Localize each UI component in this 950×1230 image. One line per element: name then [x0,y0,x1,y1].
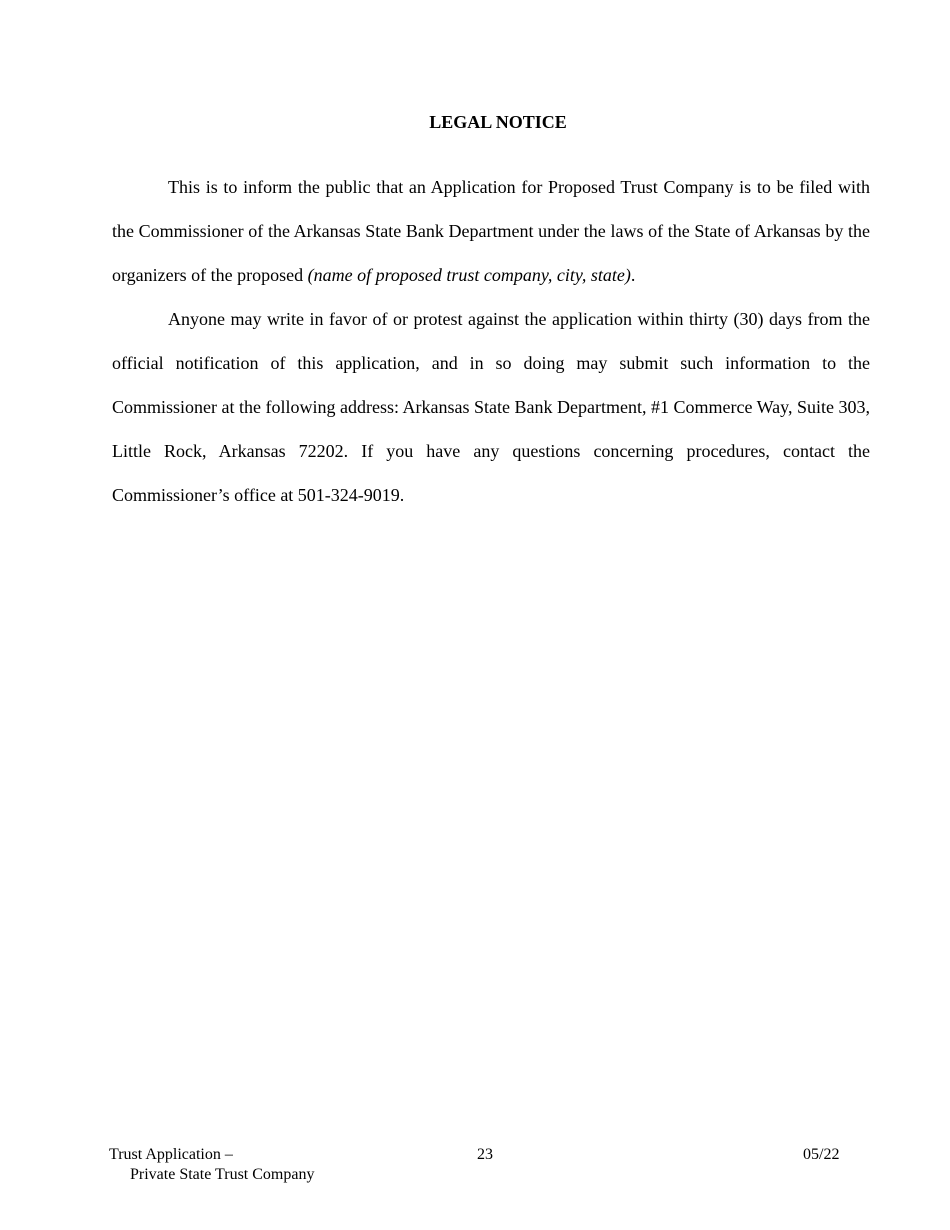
paragraph-filing-end: . [630,265,636,285]
page-title: LEGAL NOTICE [429,112,567,132]
footer-document-name [109,1145,314,1185]
page-number: 23 [477,1146,493,1163]
paragraph-filing-notice [112,165,870,297]
footer-document-line1: Trust Application – [109,1146,233,1163]
trust-company-placeholder: (name of proposed trust company, city, state) [307,265,631,285]
paragraph-protest-instructions: Anyone may write in favor of or protest against the application within thirty (30) days from the official notification of this application, and in so doing may submit such information to the Commissioner at the following address: Arkansas State Bank Department, #1 Commerce Way, Suite 303, Little Rock, Arkansas 72202. If you have any questions concerning procedures, contact the Commissioner’s office at 501-324-9019. [112,309,870,505]
paragraph-filing-text: This is to inform the public that an Application for Proposed Trust Company is to be filed with the Commissioner of the Arkansas State Bank Department under the laws of the State of Arkansas by the organizers of the proposed [112,177,870,285]
footer-date: 05/22 [803,1146,840,1163]
footer-document-line2: Private State Trust Company [130,1166,315,1183]
